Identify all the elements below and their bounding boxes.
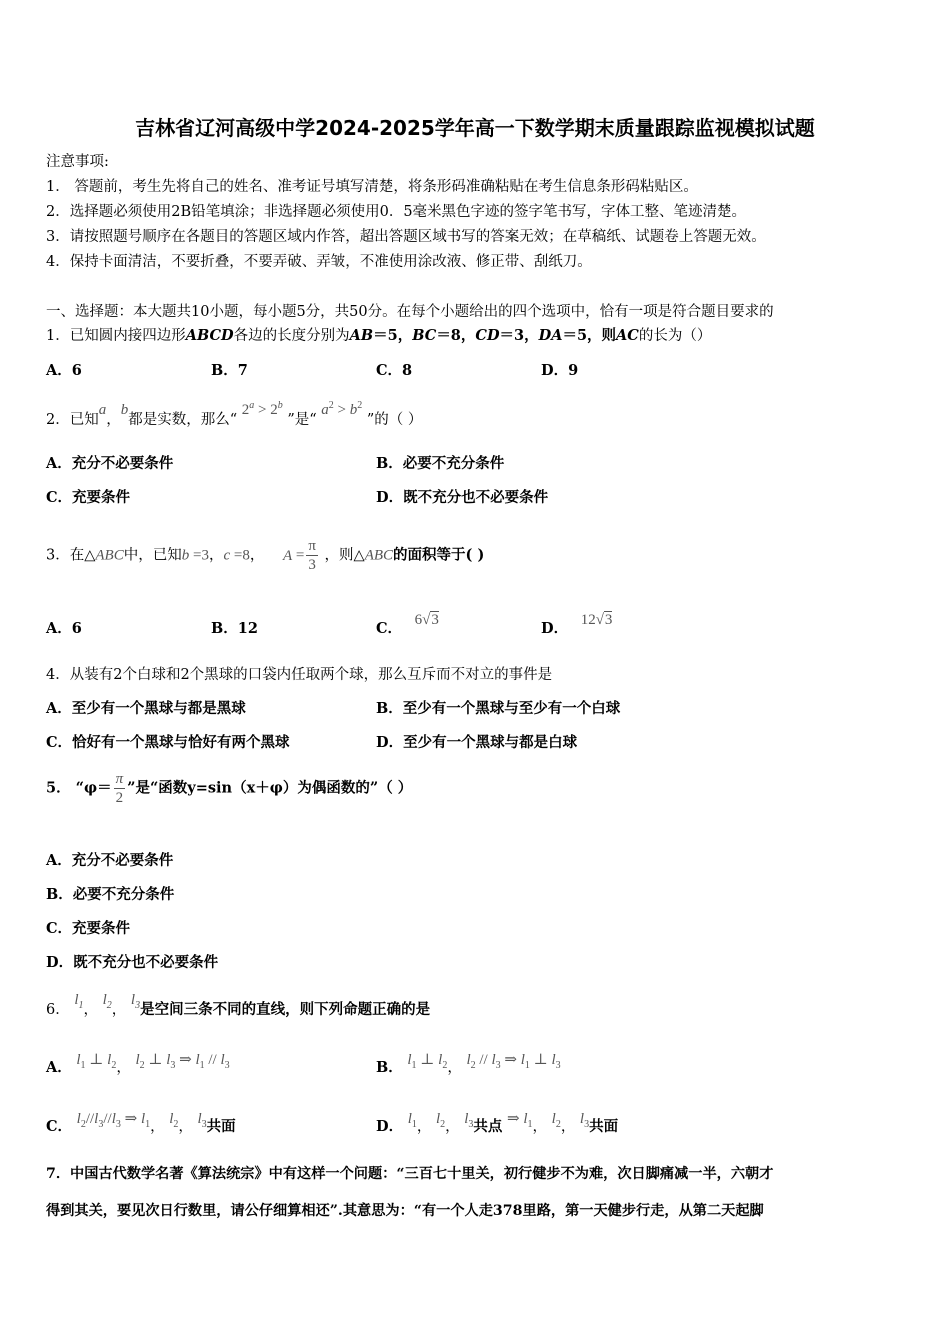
option-c: C．充要条件 xyxy=(46,489,131,506)
notice-item: 3．请按照题号顺序在各题目的答题区域内作答，超出答题区域书写的答案无效；在草稿纸、试题卷上答题无效。 xyxy=(46,229,766,245)
option-d: D．既不充分也不必要条件 xyxy=(376,489,549,506)
section-heading: 一、选择题：本大题共10小题，每小题5分，共50分。在每个小题给出的四个选项中，恰有一项是符合题目要求的 xyxy=(46,304,774,320)
question-4-stem: 4．从装有2个白球和2个黑球的口袋内任取两个球，那么互斥而不对立的事件是 xyxy=(46,667,553,683)
option-b: B．至少有一个黑球与至少有一个白球 xyxy=(376,700,621,717)
option-c: C．恰好有一个黑球与恰好有两个黑球 xyxy=(46,734,290,751)
question-6-stem: 6． $l_1$， $l_2$， $l_3$是空间三条不同的直线，则下列命题正确的是 xyxy=(46,992,431,1018)
notice-heading: 注意事项: xyxy=(46,154,109,170)
notice-item: 1． 答题前，考生先将自己的姓名、准考证号填写清楚，将条形码准确粘贴在考生信息条形码粘贴区。 xyxy=(46,179,698,195)
option-b: B． $l_1$ ⊥ $l_2$， $l_2 // l_3$ ⇒ $l_1$ ⊥ $l_3$ xyxy=(376,1052,561,1076)
question-1-stem: 1．已知圆内接四边形ABCD各边的长度分别为AB＝5，BC＝8，CD＝3，DA＝5，则AC的长为（） xyxy=(46,327,712,344)
option-c: C． 6√3 xyxy=(376,612,439,637)
condition-square: $a^2 > b^2$ xyxy=(321,400,363,418)
question-5-stem: 5． “φ＝ $\frac{\pi}{2}$ ”是“函数y=sin（x＋φ）为偶函数的”（ ） xyxy=(46,771,413,806)
option-d: D．既不充分也不必要条件 xyxy=(46,954,219,971)
option-c: C．8 xyxy=(376,362,413,379)
question-7-line: 得到其关，要见次日行数里，请公仔细算相还”.其意思为：“有一个人走378里路，第一天健步行走，从第二天起脚 xyxy=(46,1203,764,1219)
option-c: C． $l_2//l_3//l_3$ ⇒ $l_1$， $l_2$， $l_3$共面 xyxy=(46,1111,236,1135)
fraction: $\frac{\pi}{3}$ xyxy=(308,538,316,573)
option-a: A． $l_1$ ⊥ $l_2$， $l_2$ ⊥ $l_3$ ⇒ $l_1 // l_3$ xyxy=(46,1052,230,1076)
option-a: A．6 xyxy=(46,362,82,379)
option-a: A．充分不必要条件 xyxy=(46,455,174,472)
option-b: B．必要不充分条件 xyxy=(376,455,505,472)
option-a: A．充分不必要条件 xyxy=(46,852,174,869)
option-d: D．至少有一个黑球与都是白球 xyxy=(376,734,578,751)
condition-exp: $2^a > 2^b$ xyxy=(241,400,283,418)
question-3-stem: 3．在△ABC中，已知b =3，c =8， A = $\frac{\pi}{3}$ ，则△ABC的面积等于( ) xyxy=(46,538,485,573)
option-d: D． $l_1$， $l_2$， $l_3$共点 ⇒ $l_1$， $l_2$， $l_3$共面 xyxy=(376,1111,619,1135)
question-7-line: 7．中国古代数学名著《算法统宗》中有这样一个问题：“三百七十里关，初行健步不为难，次日脚痛减一半，六朝才 xyxy=(46,1166,774,1182)
option-d: D．9 xyxy=(541,362,579,379)
option-c: C．充要条件 xyxy=(46,920,131,937)
option-b: B．12 xyxy=(211,620,258,637)
notice-item: 4．保持卡面清洁，不要折叠，不要弄破、弄皱，不准使用涂改液、修正带、刮纸刀。 xyxy=(46,254,592,270)
option-b: B．必要不充分条件 xyxy=(46,886,175,903)
option-a: A．至少有一个黑球与都是黑球 xyxy=(46,700,246,717)
option-d: D． 12√3 xyxy=(541,612,613,637)
fraction: $\frac{\pi}{2}$ xyxy=(115,771,124,806)
notice-item: 2．选择题必须使用2B铅笔填涂；非选择题必须使用0．5毫米黑色字迹的签字笔书写，字体工整、笔迹清楚。 xyxy=(46,204,747,220)
page-title: 吉林省辽河高级中学2024-2025学年高一下数学期末质量跟踪监视模拟试题 xyxy=(135,116,815,140)
option-b: B．7 xyxy=(211,362,248,379)
option-a: A．6 xyxy=(46,620,82,637)
question-2-stem: 2．已知a，b都是实数，那么“ $2^a > 2^b$ ”是“ $a^2 > b^2$ ”的（ ） xyxy=(46,400,423,428)
